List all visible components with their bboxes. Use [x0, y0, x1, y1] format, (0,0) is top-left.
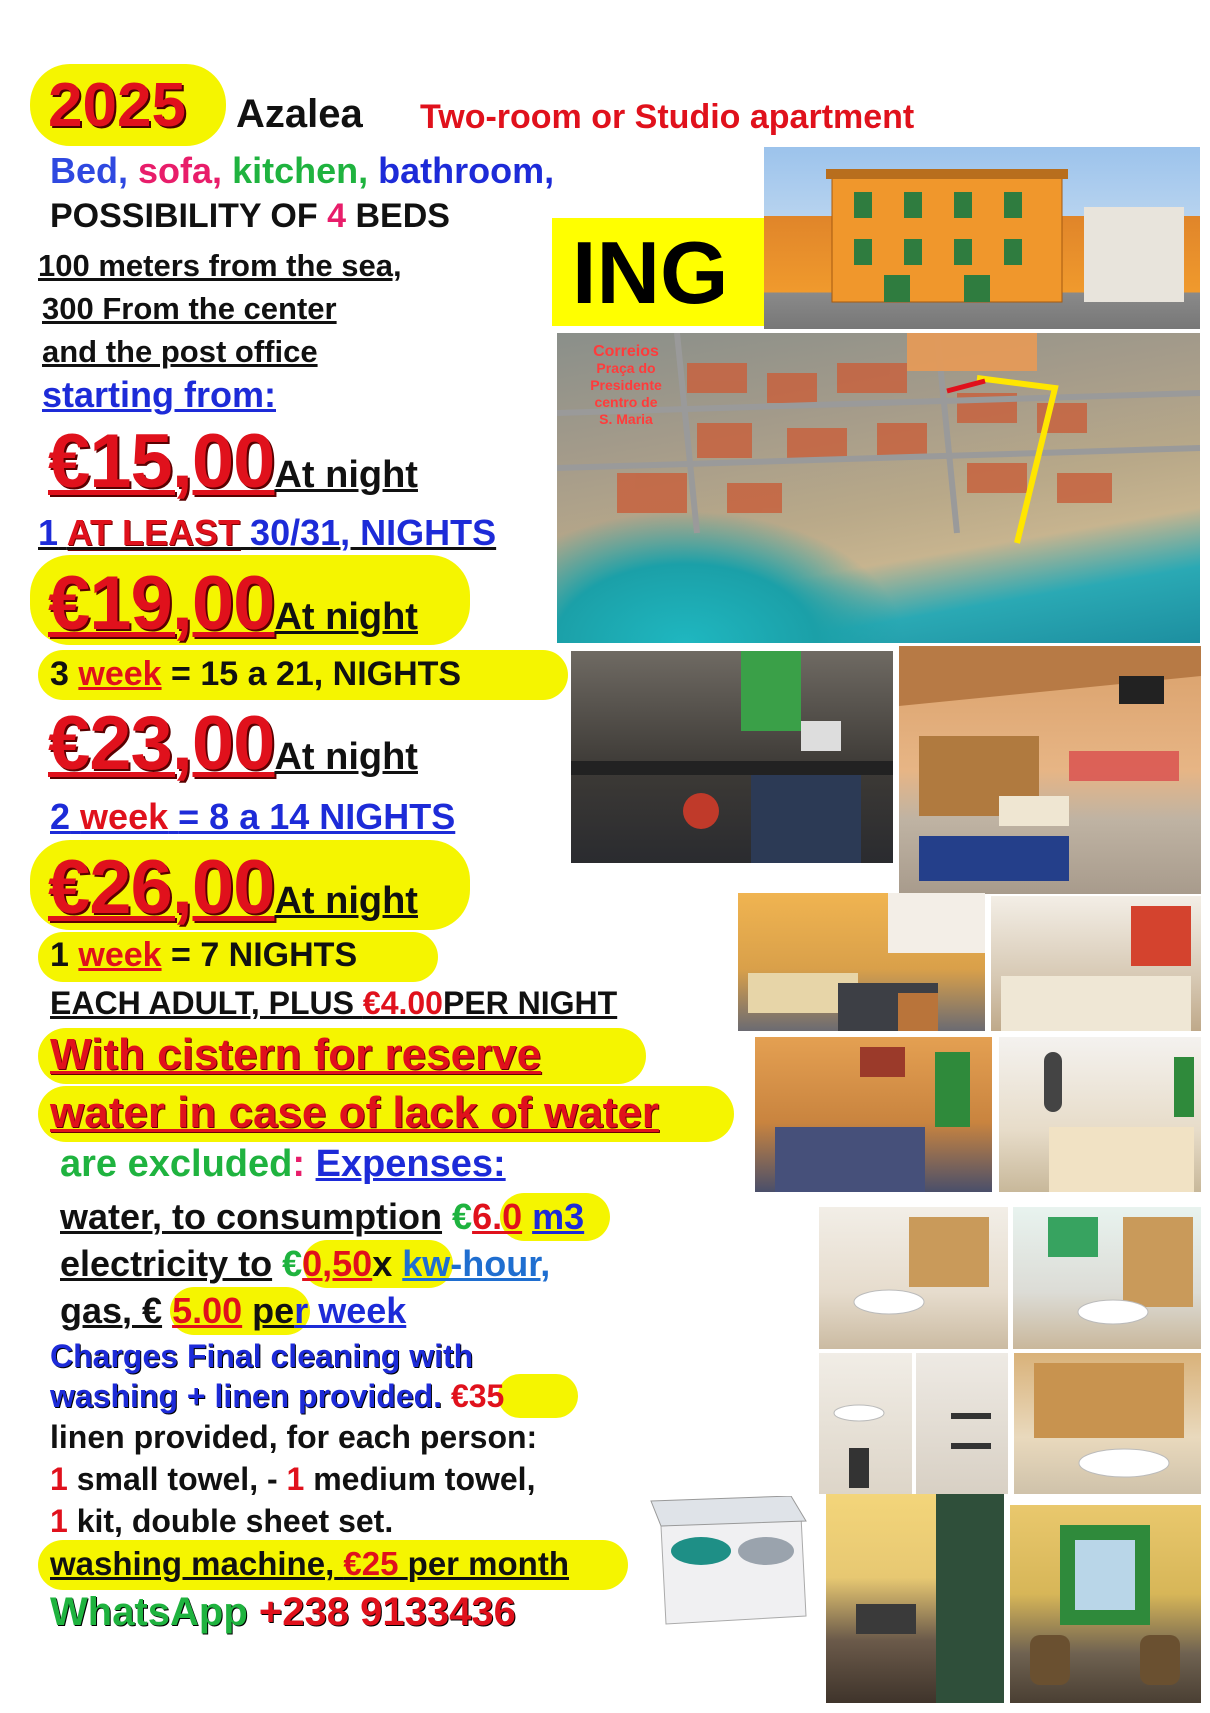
linen-l2-t: kit, double sheet set.: [76, 1503, 394, 1539]
bedroom-photo-4: [999, 1037, 1201, 1192]
condition-4: [50, 936, 357, 975]
washing-price: €25: [343, 1545, 399, 1582]
living-room-illustration: [899, 646, 1201, 894]
kitchen-photo: [571, 651, 893, 863]
bedroom-2-illustration: [991, 896, 1201, 1031]
bathroom-2-illustration: [1013, 1207, 1201, 1349]
gas-line: [60, 1290, 406, 1332]
water-price: 6.0: [472, 1196, 523, 1237]
whatsapp-label: WhatsApp: [50, 1590, 248, 1634]
bathroom-4-illustration: [916, 1353, 1008, 1494]
map-label-praca: Praça do: [596, 360, 656, 376]
building-illustration: [764, 147, 1200, 329]
adult-price: €4.00: [362, 985, 443, 1021]
price-unit-3: At night: [274, 736, 418, 778]
feature-bathroom: bathroom,: [378, 150, 555, 191]
excluded-colon: :: [292, 1143, 305, 1185]
elec-x: x: [372, 1243, 393, 1284]
price-amount-1: €15,00: [48, 419, 275, 504]
feature-bed: Bed,: [50, 150, 129, 191]
expenses-label: Expenses:: [315, 1143, 506, 1185]
condition-4-week: week: [78, 936, 162, 974]
linen-l1-t2: medium towel,: [313, 1461, 536, 1497]
kitchen-illustration: [571, 651, 893, 863]
feature-kitchen: kitchen,: [232, 150, 369, 191]
ing-label: ING: [572, 223, 729, 322]
bedroom-3-illustration: [755, 1037, 992, 1192]
apartment-type: Two-room or Studio apartment: [420, 98, 915, 136]
price-amount-3: €23,00: [48, 701, 275, 786]
condition-2-nights: = 15 a 21, NIGHTS: [171, 655, 462, 693]
cleaning-line-1: Charges Final cleaning with: [50, 1338, 474, 1374]
bathroom-photo-1: [819, 1207, 1008, 1349]
washing-pre: washing machine,: [50, 1545, 335, 1582]
cleaning-price: €35: [450, 1378, 505, 1414]
map-label-centro: centro de: [594, 394, 658, 410]
price-unit-1: At night: [274, 454, 418, 496]
adult-pre: EACH ADULT, PLUS: [50, 985, 354, 1021]
linen-line-2: [50, 1503, 393, 1540]
location-line-2: 300 From the center: [42, 291, 337, 326]
bathroom-photo-5: [1014, 1353, 1201, 1494]
gas-pre: gas, €: [60, 1290, 163, 1331]
condition-1-nights: 30/31, NIGHTS: [250, 512, 497, 553]
bedroom-photo-1: [738, 893, 985, 1031]
bathroom-5-illustration: [1014, 1353, 1201, 1494]
elec-pre: electricity to: [60, 1243, 273, 1284]
bathroom-photo-2: [1013, 1207, 1201, 1349]
condition-4-num: 1: [50, 936, 69, 974]
price-row-1: [48, 418, 418, 505]
condition-1-num: 1: [38, 512, 59, 553]
water-line: [60, 1196, 584, 1238]
water-pre: water, to consumption: [60, 1196, 443, 1237]
condition-1-atleast: AT LEAST: [66, 512, 241, 553]
elec-unit: kw-hour,: [402, 1243, 551, 1284]
cistern-line-1: With cistern for reserve: [50, 1030, 542, 1079]
water-euro: €: [452, 1196, 473, 1237]
elec-price: 0,50: [302, 1243, 373, 1284]
map-label-group: [571, 343, 681, 428]
price-amount-2: €19,00: [48, 561, 275, 646]
bedroom-4-illustration: [999, 1037, 1201, 1192]
apartment-name: Azalea: [236, 92, 363, 136]
condition-3-num: 2: [50, 796, 71, 837]
adult-surcharge: [50, 985, 617, 1022]
features-line: [50, 150, 554, 192]
bathroom-3-illustration: [819, 1353, 912, 1494]
condition-2: [50, 655, 461, 694]
terrace-photo-2: [1010, 1505, 1201, 1703]
condition-3: [50, 796, 455, 838]
washing-post: per month: [407, 1545, 569, 1582]
linen-title: linen provided, for each person:: [50, 1419, 538, 1455]
location-line-1: 100 meters from the sea,: [38, 248, 402, 283]
location-line-3: and the post office: [42, 334, 318, 369]
water-unit: m3: [532, 1196, 585, 1237]
terrace-photo-1: [826, 1494, 1004, 1703]
price-row-2: [48, 560, 418, 647]
terrace-2-illustration: [1010, 1505, 1201, 1703]
expenses-header: [60, 1143, 506, 1186]
possibility-num: 4: [327, 197, 347, 235]
possibility-pre: POSSIBILITY OF: [50, 197, 318, 235]
feature-sofa: sofa,: [138, 150, 223, 191]
whatsapp-contact[interactable]: [50, 1590, 516, 1635]
washing-machine-illustration: [641, 1496, 821, 1631]
washing-line: [50, 1545, 569, 1583]
cleaning-price-highlight: [498, 1374, 578, 1418]
cleaning-text: washing + linen provided.: [50, 1378, 443, 1414]
bathroom-photo-4: [916, 1353, 1008, 1494]
map-label-presidente: Presidente: [590, 377, 662, 393]
condition-4-nights: = 7 NIGHTS: [171, 936, 358, 974]
gas-price: 5.00: [172, 1290, 243, 1331]
bathroom-photo-3: [819, 1353, 912, 1494]
linen-l2-n: 1: [50, 1503, 68, 1539]
condition-3-week: week: [80, 796, 169, 837]
price-amount-4: €26,00: [48, 845, 275, 930]
living-room-photo: [899, 646, 1201, 894]
gas-unit-b: r week: [294, 1290, 407, 1331]
washing-machine-photo: [641, 1496, 821, 1631]
terrace-1-illustration: [826, 1494, 1004, 1703]
cleaning-line-2: [50, 1378, 504, 1415]
whatsapp-phone[interactable]: +238 9133436: [258, 1590, 516, 1634]
bedroom-photo-3: [755, 1037, 992, 1192]
starting-from: starting from:: [42, 374, 276, 415]
cistern-line-2: water in case of lack of water: [50, 1088, 659, 1137]
price-row-4: [48, 844, 418, 931]
possibility-post: BEDS: [355, 197, 450, 235]
map-label-smaria: S. Maria: [599, 411, 653, 427]
ing-label-box: [552, 218, 770, 326]
bedroom-1-illustration: [738, 893, 985, 1031]
possibility-line: [50, 197, 450, 236]
condition-1: [38, 512, 496, 554]
linen-l1-n2: 1: [286, 1461, 305, 1497]
excluded-label: are excluded: [60, 1143, 293, 1185]
linen-l1-n: 1: [50, 1461, 68, 1497]
electricity-line: [60, 1243, 550, 1285]
condition-2-num: 3: [50, 655, 69, 693]
price-unit-4: At night: [274, 880, 418, 922]
condition-2-week: week: [78, 655, 162, 693]
map-label-correios: Correios: [593, 343, 659, 360]
linen-l1-t: small towel, -: [76, 1461, 278, 1497]
price-unit-2: At night: [274, 596, 418, 638]
aerial-map-photo: [557, 333, 1200, 643]
bathroom-1-illustration: [819, 1207, 1008, 1349]
adult-post: PER NIGHT: [442, 985, 618, 1021]
condition-3-nights: = 8 a 14 NIGHTS: [178, 796, 456, 837]
price-row-3: [48, 700, 418, 787]
gas-unit-a: pe: [252, 1290, 295, 1331]
year: 2025: [48, 71, 186, 140]
elec-euro: €: [282, 1243, 303, 1284]
bedroom-photo-2: [991, 896, 1201, 1031]
building-photo: [764, 147, 1200, 329]
linen-line-1: [50, 1461, 535, 1498]
